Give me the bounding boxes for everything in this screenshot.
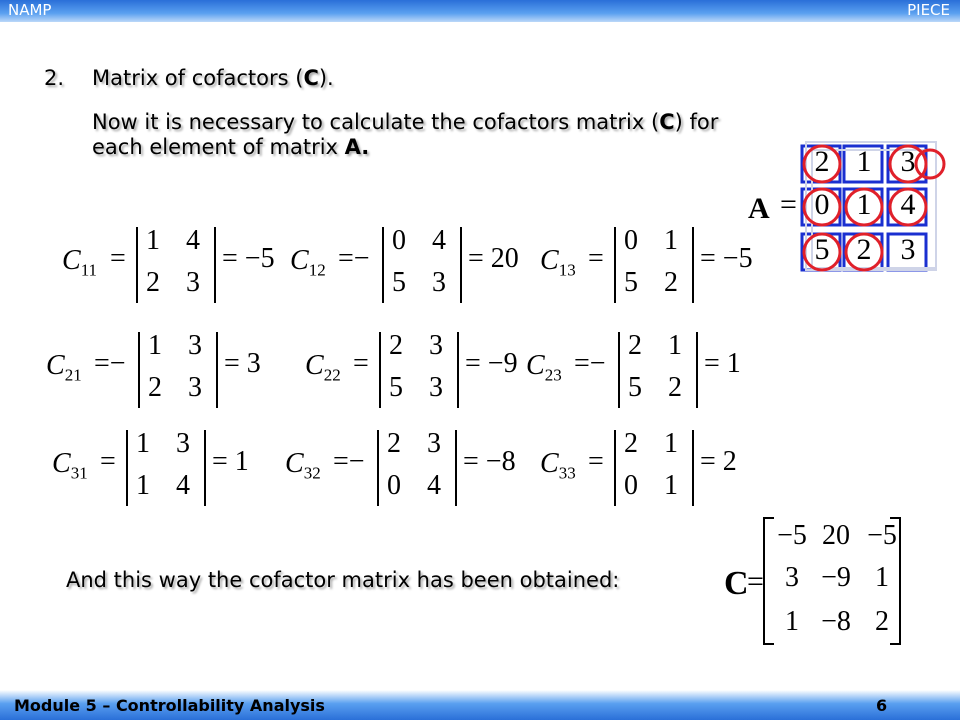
- det-cell: 1: [148, 330, 162, 361]
- det-cell: 5: [624, 267, 638, 298]
- cofactor-equals: =: [353, 348, 369, 379]
- det-cell: 4: [176, 470, 190, 501]
- header-right-label: PIECE: [907, 1, 950, 19]
- cofactor-result: = 3: [224, 348, 261, 379]
- cofactor-symbol: $C_{22}$: [305, 350, 341, 385]
- cofactor-equals: =−: [338, 243, 370, 274]
- cofactor-result: = −5: [222, 243, 275, 274]
- cofactor-result: = 2: [700, 446, 737, 477]
- matrix-a: [798, 140, 948, 275]
- matrix-c-cell: 20: [822, 520, 850, 551]
- cofactor-symbol: $C_{13}$: [540, 245, 576, 280]
- cofactor-sign: −: [353, 243, 370, 274]
- det-cell: 1: [664, 470, 678, 501]
- matrix-a-cell: 3: [900, 145, 916, 178]
- matrix-c-cell: 3: [785, 562, 799, 593]
- cofactor-equals: =−: [94, 348, 126, 379]
- cofactor-subscript: 23: [544, 365, 562, 385]
- cofactor-symbol: $C_{12}$: [290, 245, 326, 280]
- cofactor-result: = −8: [463, 446, 516, 477]
- determinant-bar-right: [455, 430, 457, 506]
- cofactor-symbol: $C_{31}$: [52, 448, 88, 483]
- det-cell: 1: [146, 225, 160, 256]
- cofactor-symbol: $C_{23}$: [526, 350, 562, 385]
- det-cell: 5: [389, 372, 403, 403]
- cofactor-result: = 1: [212, 446, 249, 477]
- cofactor-symbol: $C_{11}$: [62, 245, 98, 280]
- determinant-bar-right: [216, 332, 218, 408]
- det-cell: 1: [668, 330, 682, 361]
- det-cell: 3: [427, 428, 441, 459]
- matrix-c-label: C: [724, 565, 749, 602]
- cofactor-subscript: 32: [303, 463, 321, 483]
- determinant-bar-right: [214, 227, 216, 303]
- cofactor-sign: −: [589, 348, 606, 379]
- determinant-bar-right: [460, 227, 462, 303]
- matrix-a-cell: 2: [814, 145, 830, 178]
- det-cell: 2: [389, 330, 403, 361]
- matrix-c-cell: −5: [777, 520, 807, 551]
- matrix-a-cell: 5: [814, 233, 830, 266]
- section-heading: Matrix of cofactors (C).: [92, 66, 334, 90]
- determinant-bar-left: [136, 227, 138, 303]
- det-cell: 0: [624, 225, 638, 256]
- matrix-a-cell: 3: [900, 233, 916, 266]
- det-cell: 0: [624, 470, 638, 501]
- det-cell: 4: [432, 225, 446, 256]
- cofactor-symbol: $C_{32}$: [285, 448, 321, 483]
- det-cell: 0: [387, 470, 401, 501]
- cofactor-sign: −: [109, 348, 126, 379]
- det-cell: 3: [176, 428, 190, 459]
- cofactor-equals: =: [100, 446, 116, 477]
- matrix-a-cell: 0: [814, 188, 830, 221]
- matrix-a-equals: =: [780, 188, 797, 221]
- determinant-bar-left: [126, 430, 128, 506]
- cofactor-symbol: $C_{33}$: [540, 448, 576, 483]
- matrix-c-cell: −9: [821, 562, 851, 593]
- cofactor-subscript: 21: [64, 365, 82, 385]
- determinant-bar-left: [377, 430, 379, 506]
- matrix-c-equals: =: [747, 565, 764, 598]
- section-number: 2.: [44, 66, 65, 90]
- det-cell: 2: [387, 428, 401, 459]
- determinant-bar-left: [614, 227, 616, 303]
- cofactor-subscript: 31: [70, 463, 88, 483]
- cofactor-subscript: 12: [308, 260, 326, 280]
- det-cell: 3: [188, 330, 202, 361]
- matrix-a-cell: 1: [856, 188, 872, 221]
- section-intro: Now it is necessary to calculate the cofactors matrix (C) for each element of matrix A.: [92, 110, 719, 159]
- det-cell: 3: [429, 330, 443, 361]
- determinant-bar-left: [618, 332, 620, 408]
- conclusion-text: And this way the cofactor matrix has been obtained:: [66, 568, 620, 592]
- det-cell: 2: [148, 372, 162, 403]
- matrix-c-cell: 2: [875, 606, 889, 637]
- cofactor-sign: −: [348, 446, 365, 477]
- matrix-a-cell: 1: [856, 145, 872, 178]
- det-cell: 5: [392, 267, 406, 298]
- cofactor-equals: =−: [574, 348, 606, 379]
- matrix-c-cell: −8: [821, 606, 851, 637]
- cofactor-result: = −5: [700, 243, 753, 274]
- footer-page-number: 6: [876, 696, 888, 715]
- matrix-c-cell: 1: [785, 606, 799, 637]
- header-left-label: NAMP: [8, 1, 52, 19]
- cofactor-result: = 1: [704, 348, 741, 379]
- det-cell: 1: [664, 225, 678, 256]
- determinant-bar-left: [614, 430, 616, 506]
- determinant-bar-left: [382, 227, 384, 303]
- cofactor-equals: =: [588, 446, 604, 477]
- det-cell: 1: [136, 470, 150, 501]
- det-cell: 2: [628, 330, 642, 361]
- cofactor-equals: =: [110, 243, 126, 274]
- cofactor-subscript: 13: [558, 260, 576, 280]
- cofactor-equals: =: [588, 243, 604, 274]
- matrix-a-label: A: [748, 192, 770, 225]
- cofactor-subscript: 22: [323, 365, 341, 385]
- matrix-a-cell: 2: [856, 233, 872, 266]
- det-cell: 1: [664, 428, 678, 459]
- determinant-bar-right: [692, 430, 694, 506]
- determinant-bar-right: [457, 332, 459, 408]
- determinant-bar-right: [204, 430, 206, 506]
- cofactor-subscript: 11: [80, 260, 98, 280]
- det-cell: 2: [624, 428, 638, 459]
- det-cell: 2: [664, 267, 678, 298]
- footer-title: Module 5 – Controllability Analysis: [14, 696, 325, 715]
- det-cell: 3: [188, 372, 202, 403]
- det-cell: 0: [392, 225, 406, 256]
- cofactor-result: = −9: [465, 348, 518, 379]
- determinant-bar-right: [696, 332, 698, 408]
- cofactor-subscript: 33: [558, 463, 576, 483]
- determinant-bar-left: [138, 332, 140, 408]
- determinant-bar-left: [379, 332, 381, 408]
- matrix-c-cell: −5: [867, 520, 897, 551]
- det-cell: 5: [628, 372, 642, 403]
- cofactor-symbol: $C_{21}$: [46, 350, 82, 385]
- cofactor-result: = 20: [468, 243, 519, 274]
- header-bar: [0, 0, 960, 22]
- det-cell: 2: [146, 267, 160, 298]
- det-cell: 3: [432, 267, 446, 298]
- matrix-c-cell: 1: [875, 562, 889, 593]
- det-cell: 3: [429, 372, 443, 403]
- cofactor-equals: =−: [333, 446, 365, 477]
- det-cell: 4: [186, 225, 200, 256]
- matrix-a-cell: 4: [900, 188, 916, 221]
- determinant-bar-right: [692, 227, 694, 303]
- det-cell: 2: [668, 372, 682, 403]
- det-cell: 3: [186, 267, 200, 298]
- det-cell: 4: [427, 470, 441, 501]
- det-cell: 1: [136, 428, 150, 459]
